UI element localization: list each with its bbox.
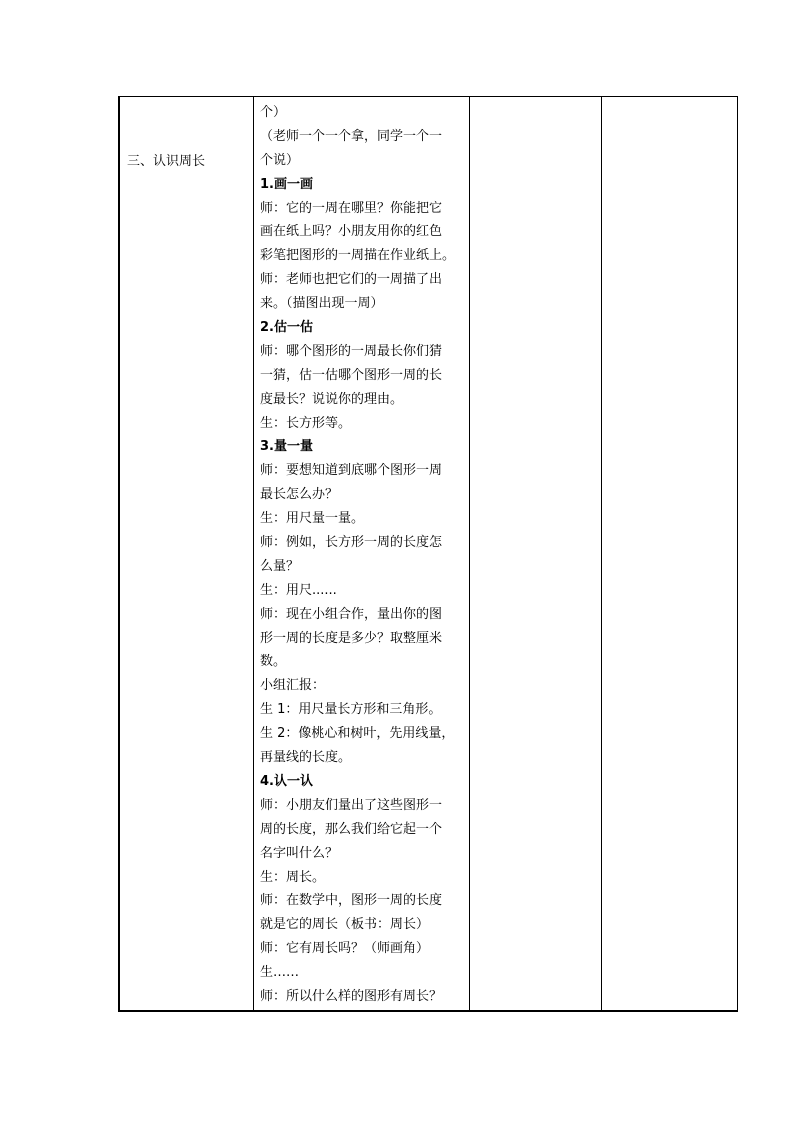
step-heading: 1.画一画 xyxy=(260,176,313,192)
content-line: 生 1：用尺量长方形和三角形。 xyxy=(260,702,442,718)
empty-column-3 xyxy=(470,97,602,1010)
content-line: 一猜，估一估哪个图形一周的长 xyxy=(260,367,443,383)
content-line: 彩笔把图形的一周描在作业纸上。 xyxy=(260,248,456,264)
content-line: 名字叫什么？ xyxy=(260,845,339,861)
stage-column xyxy=(120,97,254,1010)
content-line: 师：要想知道到底哪个图形一周 xyxy=(260,463,443,479)
content-line: 生 2：像桃心和树叶，先用线量， xyxy=(260,726,455,742)
content-line: 生…… xyxy=(260,965,300,981)
content-line: 师：例如，长方形一周的长度怎 xyxy=(260,535,443,551)
content-line: 最长怎么办？ xyxy=(260,487,339,503)
content-line: 生：用尺...... xyxy=(260,582,337,598)
teaching-content-column xyxy=(254,97,470,1010)
content-line: 小组汇报： xyxy=(260,678,326,694)
content-line: 形一周的长度是多少？取整厘米 xyxy=(260,630,443,646)
content-line: 来。（描图出现一周） xyxy=(260,296,384,312)
content-line: 周的长度，那么我们给它起一个 xyxy=(260,821,443,837)
content-line: 画在纸上吗？小朋友用你的红色 xyxy=(260,224,443,240)
content-line: 师：所以什么样的图形有周长？ xyxy=(260,988,443,1004)
content-line: 度最长？说说你的理由。 xyxy=(260,391,404,407)
content-line: 师：哪个图形的一周最长你们猜 xyxy=(260,343,443,359)
step-heading: 3.量一量 xyxy=(260,439,313,455)
content-line: 师：它的一周在哪里？你能把它 xyxy=(260,200,443,216)
content-line: （老师一个一个拿，同学一个一 xyxy=(260,128,443,144)
lesson-table xyxy=(118,96,738,1012)
teaching-content xyxy=(260,101,466,1009)
content-line: 生：用尺量一量。 xyxy=(260,511,365,527)
empty-column-4 xyxy=(602,97,738,1010)
step-heading: 2.估一估 xyxy=(260,320,313,336)
content-line: 再量线的长度。 xyxy=(260,750,352,766)
content-line: 生：长方形等。 xyxy=(260,415,352,431)
step-heading: 4.认一认 xyxy=(260,773,313,789)
content-line: 个） xyxy=(260,105,287,120)
content-line: 师：老师也把它们的一周描了出 xyxy=(260,272,443,288)
content-line: 就是它的周长（板书：周长） xyxy=(260,917,430,933)
content-line: 个说） xyxy=(260,152,300,168)
content-line: 师：现在小组合作，量出你的图 xyxy=(260,606,443,622)
content-line: 师：小朋友们量出了这些图形一 xyxy=(260,797,443,813)
section-label: 三、认识周长 xyxy=(127,154,206,169)
content-line: 师：在数学中，图形一周的长度 xyxy=(260,893,443,909)
content-line: 么量？ xyxy=(260,558,300,574)
content-line: 师：它有周长吗？（师画角） xyxy=(260,941,430,957)
content-line: 数。 xyxy=(260,654,287,670)
content-line: 生：周长。 xyxy=(260,869,326,885)
